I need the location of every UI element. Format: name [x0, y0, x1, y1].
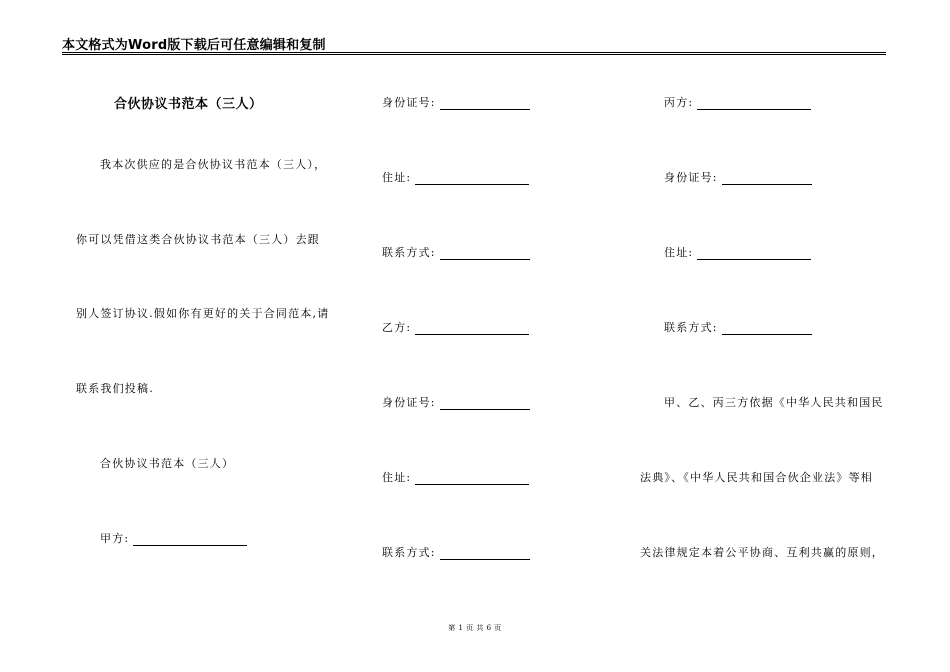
agreement-para-line-2: 法典》、《中华人民共和国合伙企业法》等相 [640, 471, 873, 484]
party-a-address-blank [415, 174, 529, 185]
party-b-address-label: 住址: [382, 471, 412, 484]
intro-line-1: 我本次供应的是合伙协议书范本（三人）， [100, 158, 327, 171]
agreement-para-line-1: 甲、乙、丙三方依据《中华人民共和国民 [664, 396, 884, 409]
party-c-id-field [664, 169, 812, 185]
party-b-field [382, 319, 529, 335]
header-rule [62, 52, 886, 53]
party-a-address-label: 住址: [382, 171, 412, 184]
party-c-blank [697, 99, 811, 110]
party-b-blank [415, 324, 529, 335]
party-a-address-field [382, 169, 529, 185]
party-a-contact-blank [440, 249, 530, 260]
party-b-contact-label: 联系方式: [382, 546, 436, 559]
page-number-footer: 第 1 页 共 6 页 [448, 624, 502, 632]
agreement-para-line-3: 关法律规定本着公平协商、互利共赢的原则， [640, 546, 884, 559]
party-c-address-blank [697, 249, 811, 260]
party-c-contact-blank [722, 324, 812, 335]
party-c-field [664, 94, 811, 110]
party-a-id-field [382, 94, 530, 110]
party-c-address-field [664, 244, 811, 260]
party-b-contact-field [382, 544, 530, 560]
intro-line-3: 别人签订协议.假如你有更好的关于合同范本,请 [76, 307, 330, 320]
party-a-id-blank [440, 99, 530, 110]
party-a-field [100, 530, 247, 546]
party-b-address-blank [415, 474, 529, 485]
party-b-address-field [382, 469, 529, 485]
party-c-contact-field [664, 319, 812, 335]
party-b-id-blank [440, 399, 530, 410]
party-c-id-label: 身份证号: [664, 171, 718, 184]
document-title: 合伙协议书范本（三人） [114, 97, 263, 112]
party-c-label: 丙方: [664, 96, 694, 109]
document-header: 本文格式为Word版下载后可任意编辑和复制 [62, 38, 326, 53]
party-b-contact-blank [440, 549, 530, 560]
party-a-label: 甲方: [100, 532, 130, 545]
party-a-contact-label: 联系方式: [382, 246, 436, 259]
party-a-blank [133, 535, 247, 546]
header-rule-secondary [62, 54, 886, 55]
party-c-contact-label: 联系方式: [664, 321, 718, 334]
party-b-label: 乙方: [382, 321, 412, 334]
agreement-subtitle: 合伙协议书范本（三人） [100, 457, 235, 470]
party-a-id-label: 身份证号: [382, 96, 436, 109]
party-b-id-label: 身份证号: [382, 396, 436, 409]
intro-line-2: 你可以凭借这类合伙协议书范本（三人）去跟 [76, 233, 320, 246]
party-a-contact-field [382, 244, 530, 260]
party-c-id-blank [722, 174, 812, 185]
party-b-id-field [382, 394, 530, 410]
party-c-address-label: 住址: [664, 246, 694, 259]
intro-line-4: 联系我们投稿. [76, 382, 154, 395]
